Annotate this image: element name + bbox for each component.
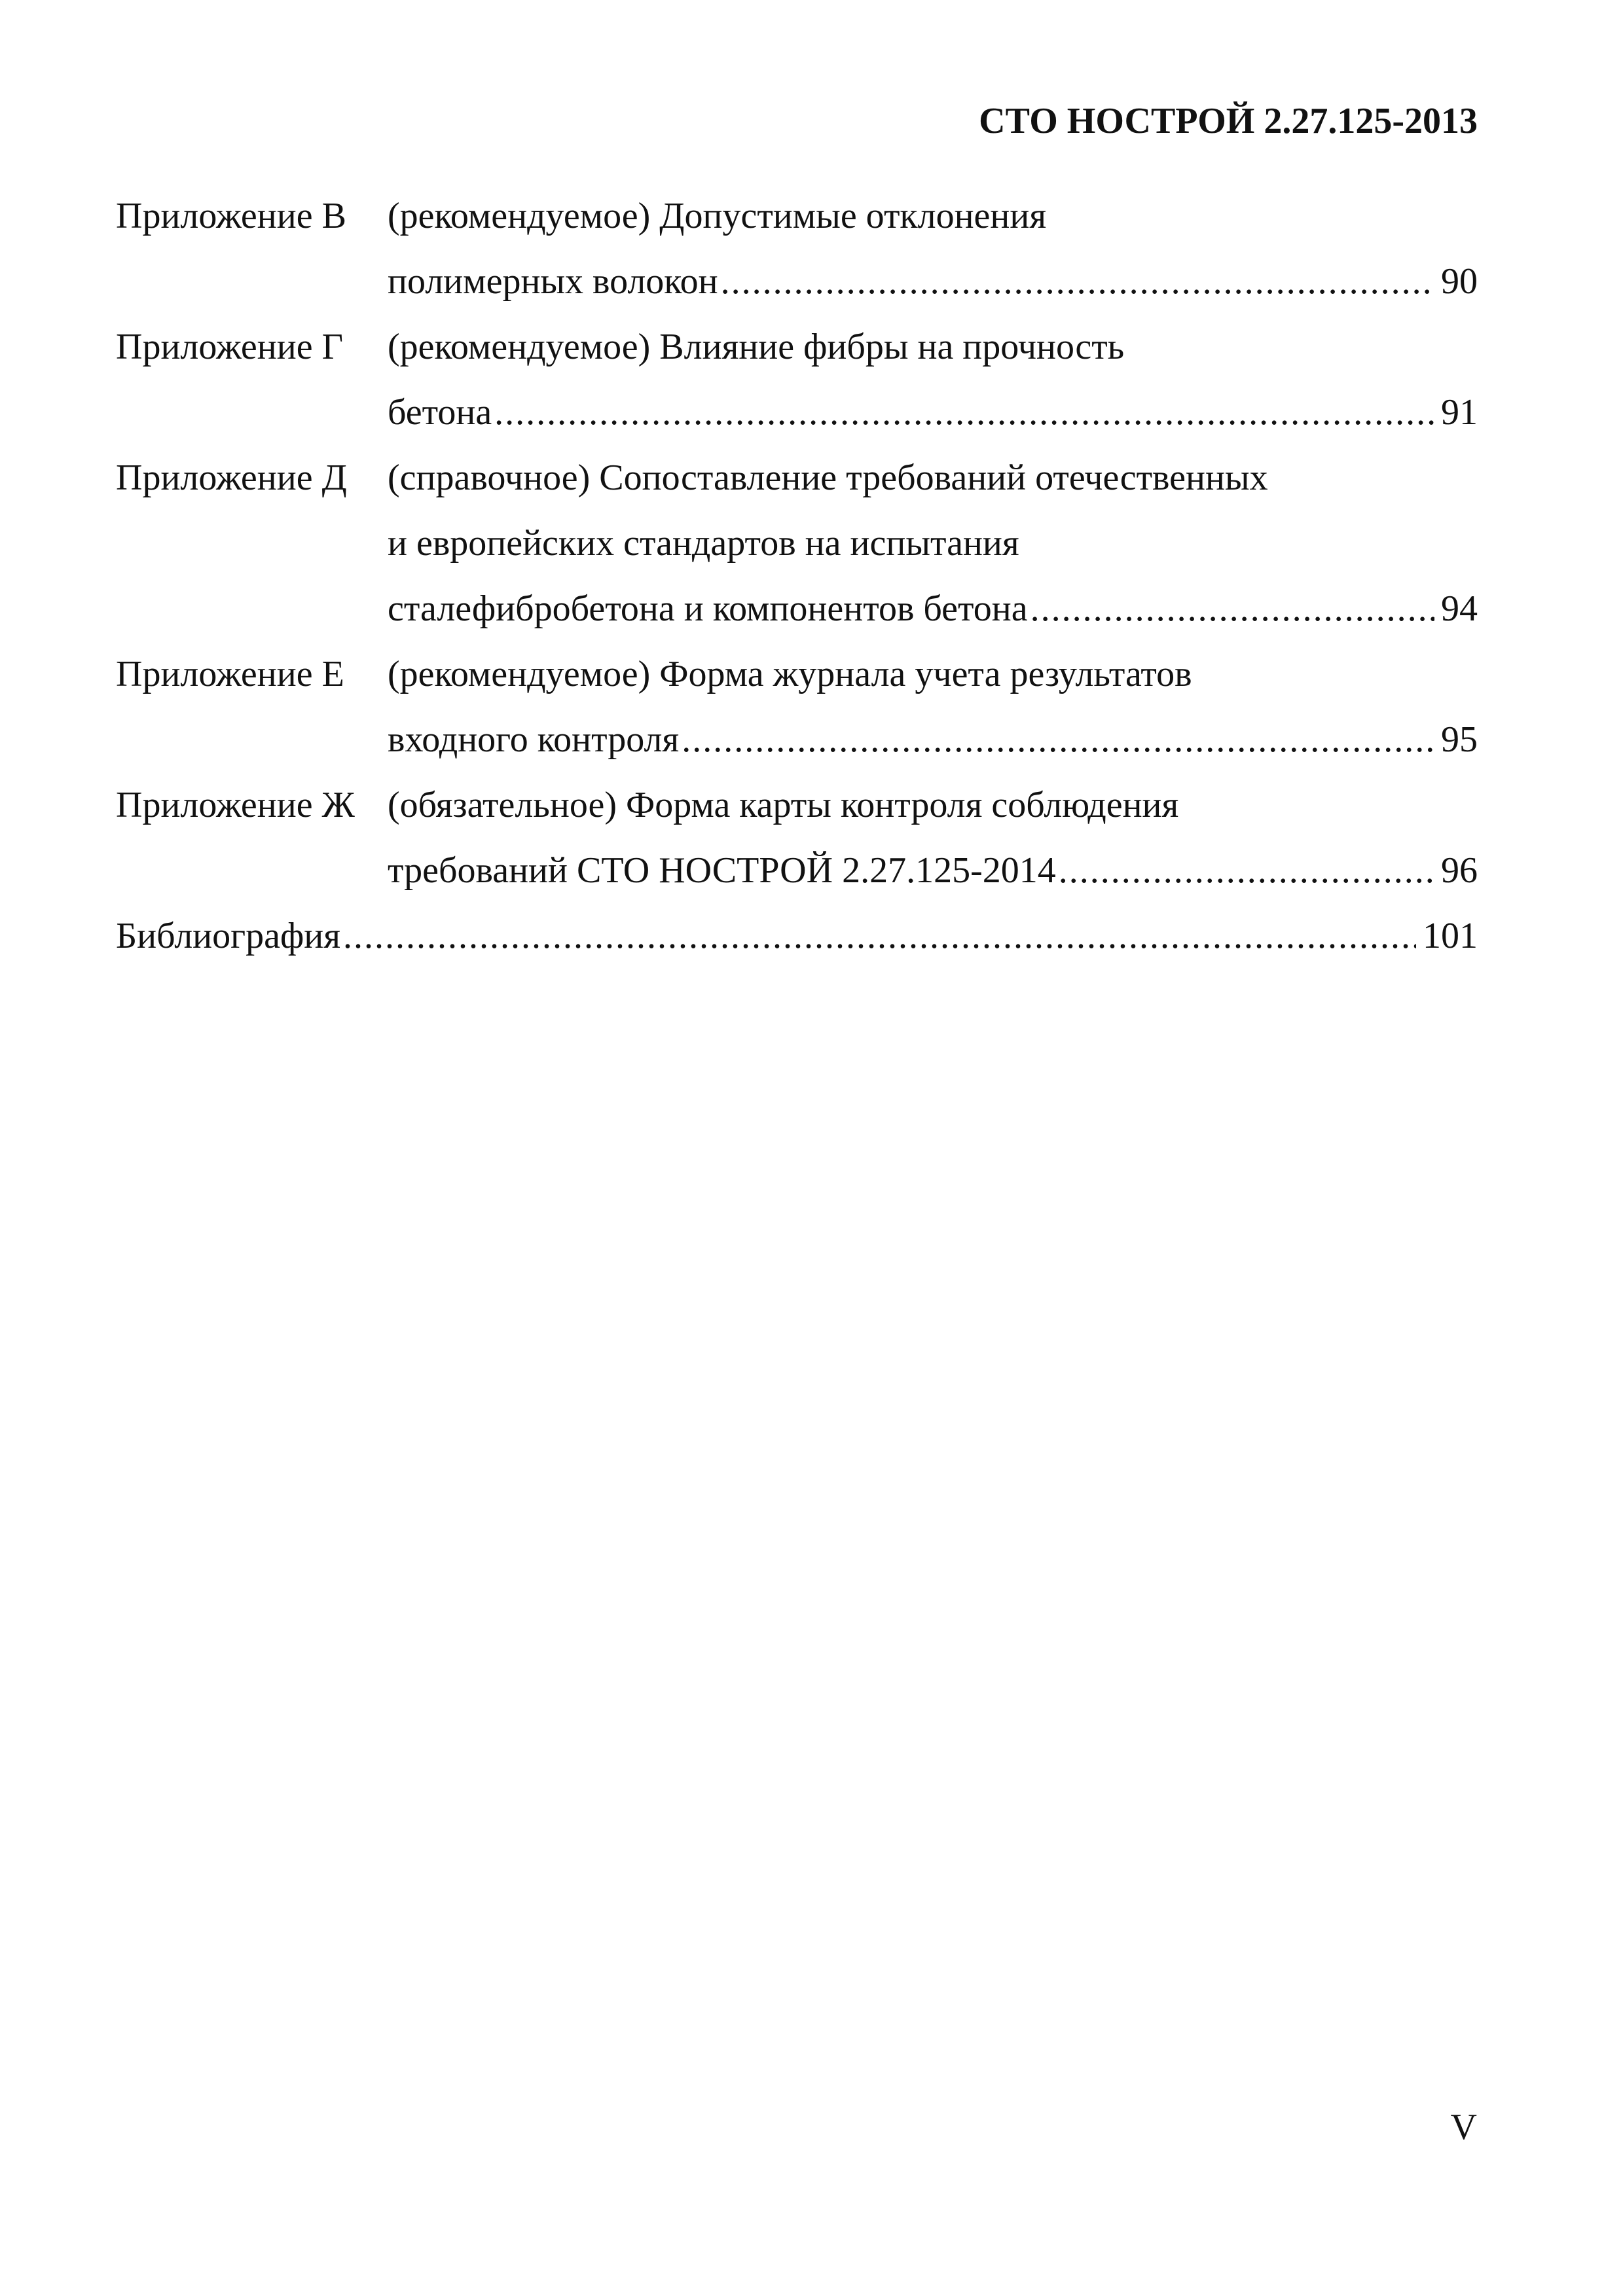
toc-page-number: 96 (1441, 850, 1478, 891)
toc-entry-title-line: (рекомендуемое) Форма журнала учета результатов (388, 654, 1192, 694)
toc-entry-body (388, 772, 1478, 903)
toc-page-number: 91 (1441, 392, 1478, 433)
toc-entry-appendix-zh[interactable] (116, 772, 1478, 903)
toc-entry-body (388, 314, 1478, 445)
toc-dot-leader (494, 380, 1434, 445)
toc-dot-leader (682, 707, 1434, 772)
toc-entry-last-line (388, 838, 1478, 903)
toc-entry-title-end: сталефибробетона и компонентов бетона (388, 588, 1028, 629)
toc-entry-appendix-e[interactable] (116, 641, 1478, 772)
toc-entry-title-line: и европейских стандартов на испытания (388, 523, 1019, 564)
toc-dot-leader (721, 249, 1434, 314)
toc-entry-body (388, 641, 1478, 772)
toc-entry-last-line (388, 707, 1478, 772)
toc-entry-label: Приложение В (116, 196, 346, 236)
toc-entry-appendix-v[interactable] (116, 183, 1478, 314)
toc-entry-title-line: (рекомендуемое) Влияние фибры на прочность (388, 327, 1125, 367)
toc-entry-bibliography[interactable] (116, 903, 1478, 969)
toc-dot-leader (1030, 576, 1434, 641)
toc-page-number: 94 (1441, 588, 1478, 629)
toc-page-number: 90 (1441, 261, 1478, 302)
toc-entry-last-line (388, 249, 1478, 314)
toc-entry-body (388, 445, 1478, 641)
toc-page-number: 95 (1441, 719, 1478, 760)
toc-entry-label: Библиография (116, 916, 340, 956)
toc-page-number: 101 (1423, 916, 1478, 956)
toc-dot-leader (343, 903, 1416, 969)
toc-entry-title-line: (справочное) Сопоставление требований отечественных (388, 457, 1268, 498)
toc-entry-title-end: входного контроля (388, 719, 680, 760)
toc-entry-label: Приложение Е (116, 654, 344, 694)
document-code-header: СТО НОСТРОЙ 2.27.125-2013 (979, 101, 1478, 141)
toc-entry-title-end: полимерных волокон (388, 261, 718, 302)
toc-entry-appendix-g[interactable] (116, 314, 1478, 445)
page-number-footer: V (1450, 2107, 1477, 2147)
toc-entry-appendix-d[interactable] (116, 445, 1478, 641)
toc-entry-label: Приложение Ж (116, 785, 355, 825)
toc-entry-label: Приложение Г (116, 327, 343, 367)
toc-entry-last-line (388, 576, 1478, 641)
toc-entry-title-end: требований СТО НОСТРОЙ 2.27.125-2014 (388, 850, 1056, 891)
toc-entry-title-end: бетона (388, 392, 492, 433)
toc-entry-body (388, 183, 1478, 314)
toc-entry-title-line: (обязательное) Форма карты контроля соблюдения (388, 785, 1179, 825)
toc-dot-leader (1059, 838, 1434, 903)
toc-entry-last-line (388, 380, 1478, 445)
toc-entry-label: Приложение Д (116, 457, 347, 498)
toc-entry-title-line: (рекомендуемое) Допустимые отклонения (388, 196, 1047, 236)
table-of-contents (116, 183, 1478, 969)
